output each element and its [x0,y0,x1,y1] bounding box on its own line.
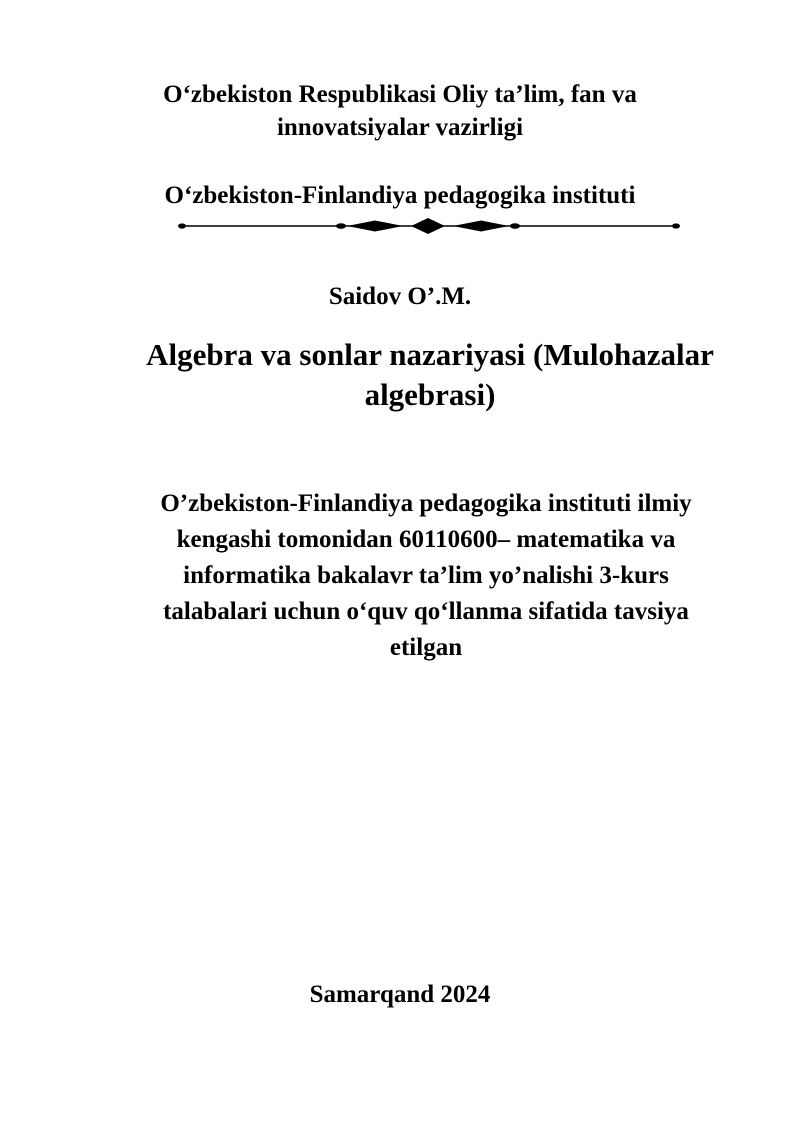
book-title-line-1: Algebra va sonlar nazariyasi (Mulohazalar [146,337,714,372]
recommendation-text [130,486,722,666]
recommendation-line-1: O’zbekiston-Finlandiya pedagogika instituti ilmiy [160,490,692,517]
author-name: Saidov O’.M. [328,283,472,310]
ornament-divider-icon [177,216,681,236]
ministry-name [0,78,800,144]
recommendation-line-4: talabalari uchun o‘quv qo‘llanma sifatida tavsiya [163,598,689,625]
ministry-line-1: O‘zbekiston Respublikasi Oliy ta’lim, fan va [163,81,637,108]
recommendation-line-2: kengashi tomonidan 60110600– matematika va [176,526,676,553]
place-and-year: Samarqand 2024 [309,981,491,1008]
recommendation-line-3: informatika bakalavr ta’lim yo’nalishi 3-kurs [183,562,669,589]
ministry-line-2: innovatsiyalar vazirligi [276,114,524,141]
book-title-line-2: algebrasi) [364,377,496,412]
institute-name: O‘zbekiston-Finlandiya pedagogika instituti [164,182,636,209]
recommendation-line-5: etilgan [389,634,463,661]
book-title [125,335,735,415]
